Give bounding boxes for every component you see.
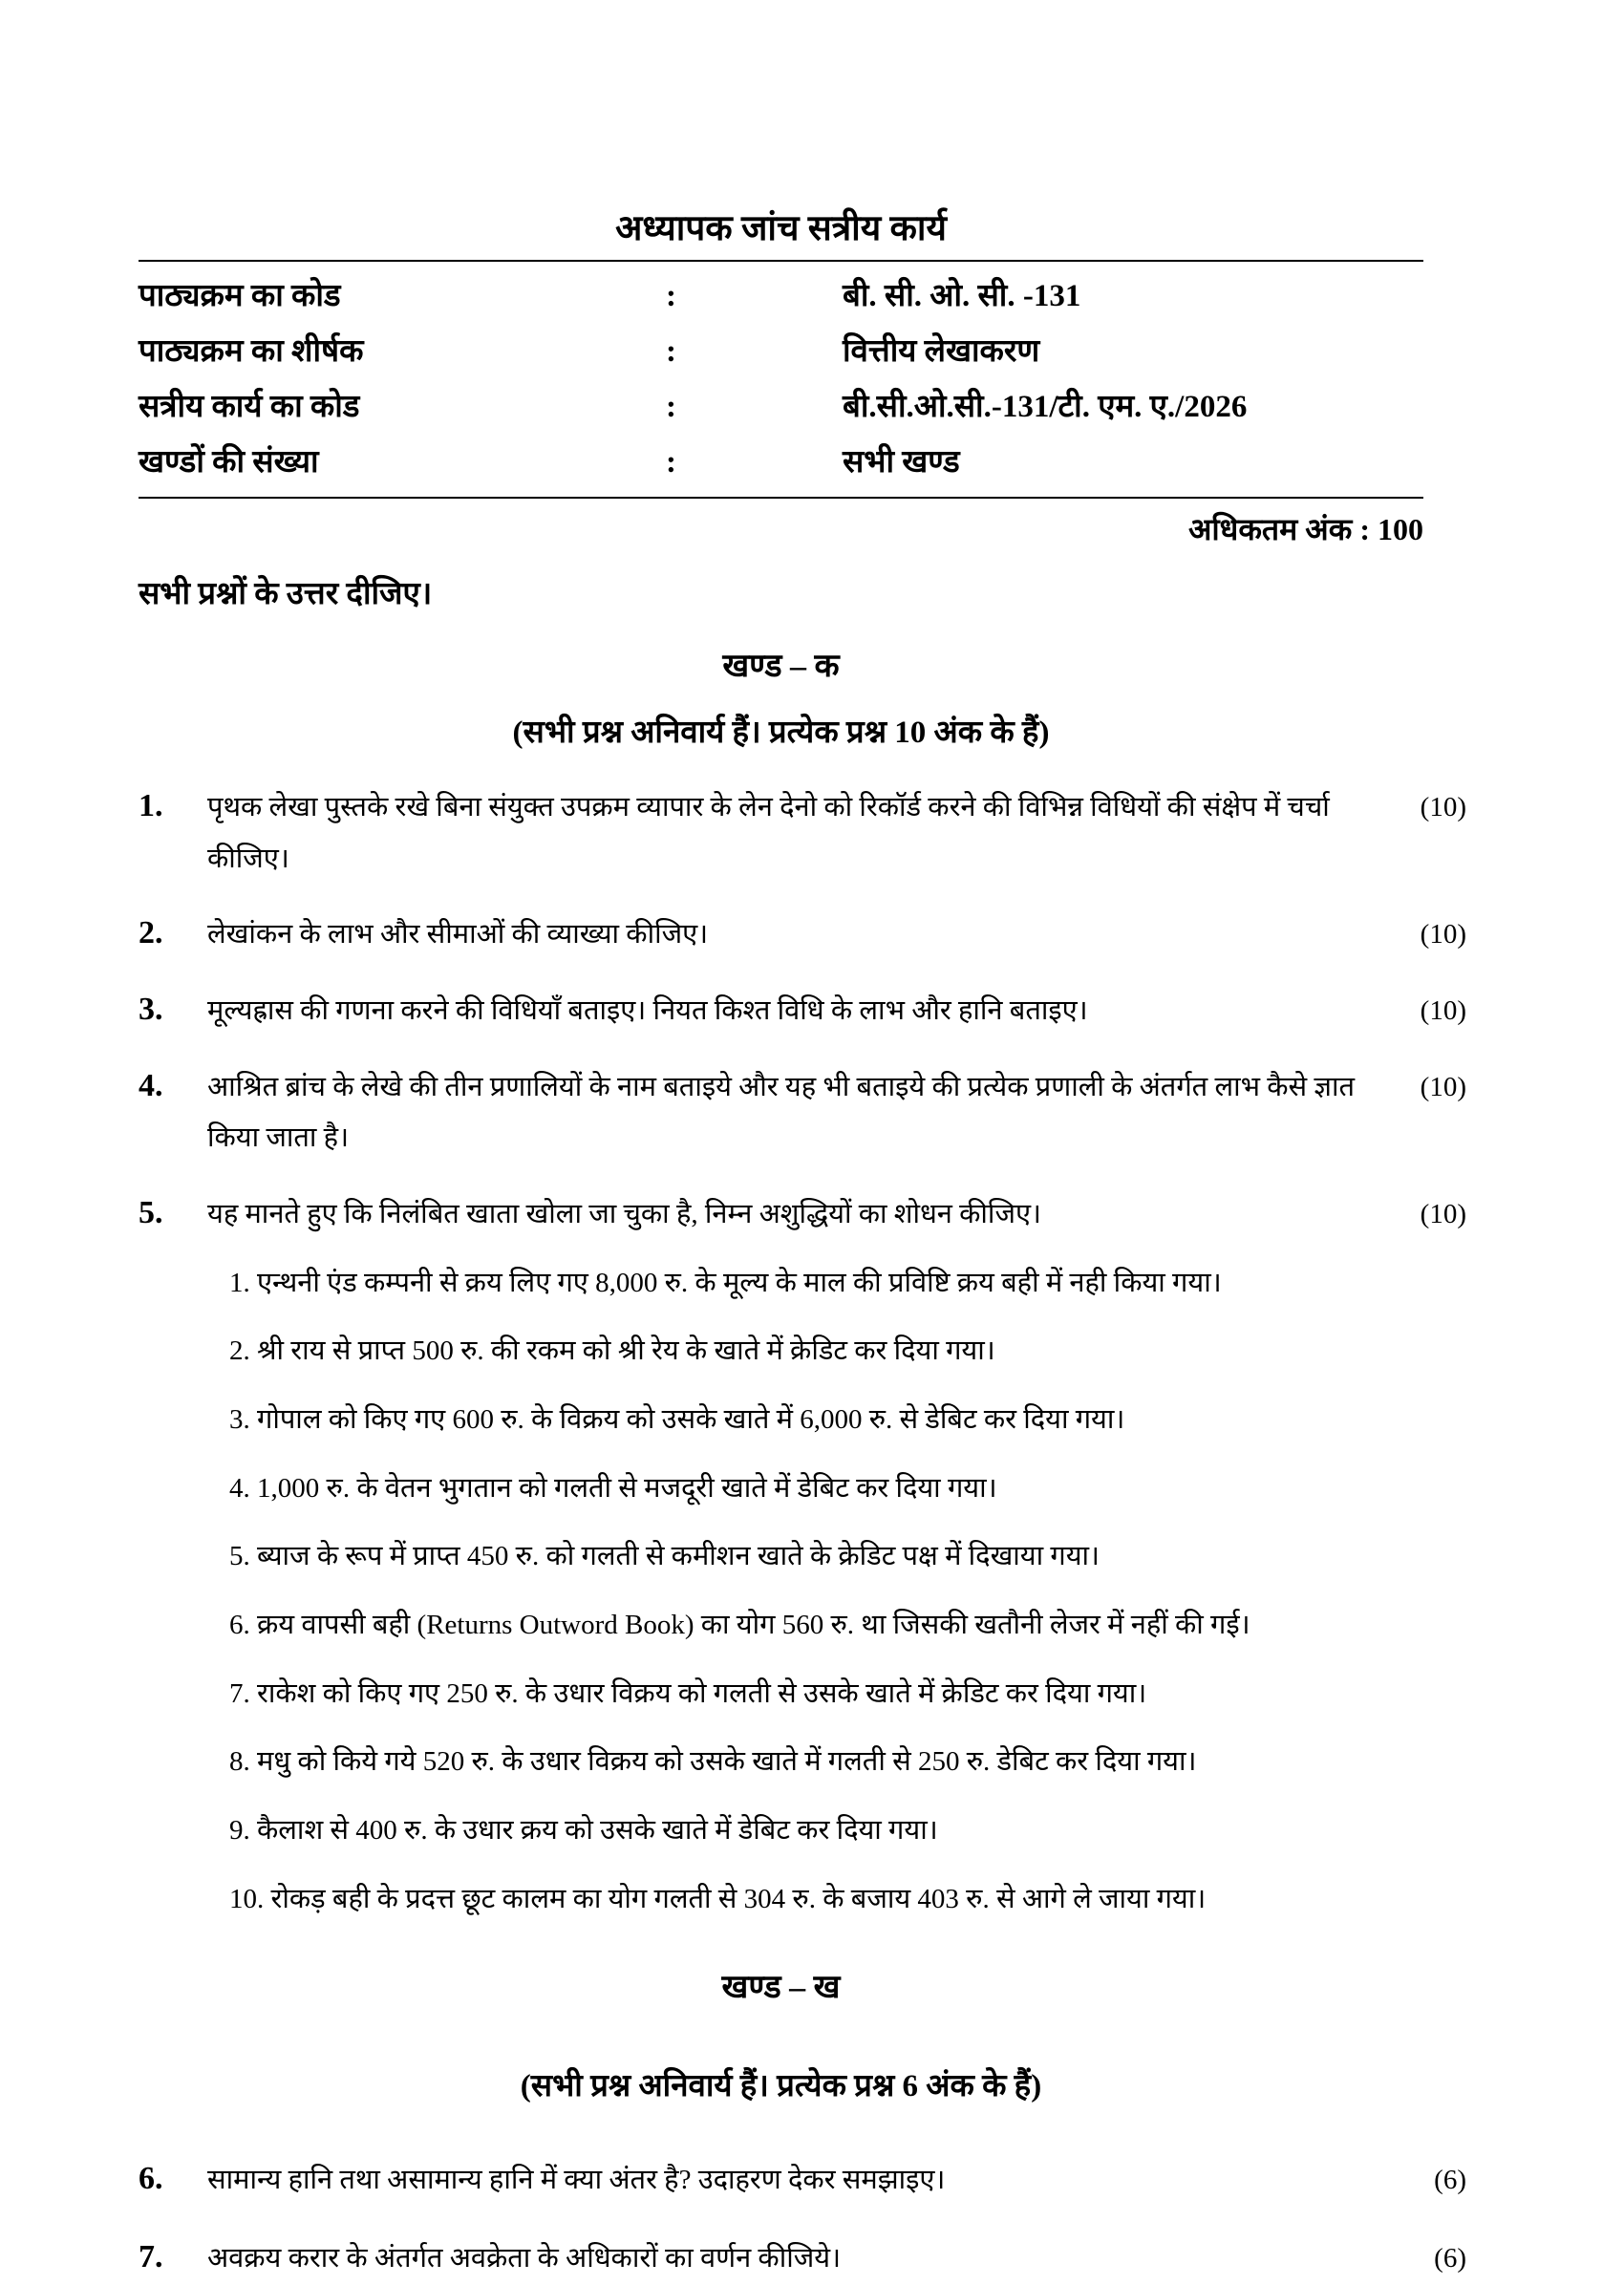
question-text: लेखांकन के लाभ और सीमाओं की व्याख्या कीजिए। <box>207 919 709 950</box>
subitem-5: 5. ब्याज के रूप में प्राप्त 450 रु. को गलती से कमीशन खाते के क्रेडिट पक्ष में दिखाया गया। <box>229 1541 1100 1572</box>
meta-bottom-divider <box>139 497 1423 499</box>
subitem-7: 7. राकेश को किए गए 250 रु. के उधार विक्रय को गलती से उसके खाते में क्रेडिट कर दिया गया। <box>229 1677 1147 1709</box>
question-number: 7. <box>139 2239 163 2275</box>
subitem-8: 8. मधु को किये गये 520 रु. के उधार विक्रय को उसके खाते में गलती से 250 रु. डेबिट कर दिया गया। <box>229 1746 1197 1778</box>
meta-label: पाठ्यक्रम का शीर्षक <box>139 334 364 370</box>
colon-separator: : <box>666 334 676 370</box>
question-marks: (6) <box>1434 2165 1466 2196</box>
question-text: आश्रित ब्रांच के लेखे की तीन प्रणालियों के नाम बताइये और यह भी बताइये की प्रत्येक प्रणाली के अंतर्गत लाभ कैसे ज्ञात किया जाता है। <box>207 1071 1356 1154</box>
question-text: यह मानते हुए कि निलंबित खाता खोला जा चुका है, निम्न अशुद्धियों का शोधन कीजिए। <box>207 1198 1041 1229</box>
subitem-2: 2. श्री राय से प्राप्त 500 रु. की रकम को श्री रेय के खाते में क्रेडिट कर दिया गया। <box>229 1335 995 1367</box>
section-b-heading: खण्ड – ख <box>721 1970 841 2006</box>
section-a-questions <box>139 782 1466 1917</box>
page-title: अध्यापक जांच सत्रीय कार्य <box>615 209 947 248</box>
meta-row-course-code <box>139 262 1466 317</box>
meta-row-assignment-code <box>139 373 1466 428</box>
question-marks: (10) <box>1420 792 1466 823</box>
answer-all-instruction: सभी प्रश्नों के उत्तर दीजिए। <box>139 577 433 612</box>
meta-label: पाठ्यक्रम का कोड <box>139 279 341 314</box>
question-text: अवक्रय करार के अंतर्गत अवक्रेता के अधिकारों का वर्णन कीजिये। <box>207 2243 842 2274</box>
section-b-instruction: (सभी प्रश्न अनिवार्य हैं। प्रत्येक प्रश्न 6 अंक के हैं) <box>520 2069 1042 2104</box>
question-row-6 <box>139 2155 1466 2207</box>
question-row-3 <box>139 986 1466 1037</box>
course-meta-table <box>139 262 1466 483</box>
subitem-4: 4. 1,000 रु. के वेतन भुगतान को गलती से मजदूरी खाते में डेबिट कर दिया गया। <box>229 1472 997 1504</box>
section-a-heading: खण्ड – क <box>722 649 840 685</box>
question-number: 3. <box>139 992 163 1028</box>
meta-value: बी. सी. ओ. सी. -131 <box>843 279 1081 314</box>
subitem-6: 6. क्रय वापसी बही (Returns Outword Book) का योग 560 रु. था जिसकी खतौनी लेजर में नहीं की गई। <box>229 1610 1250 1641</box>
meta-value: सभी खण्ड <box>843 445 960 480</box>
question-row-7 <box>139 2233 1466 2285</box>
question-text: मूल्यह्रास की गणना करने की विधियाँ बताइए। नियत किश्त विधि के लाभ और हानि बताइए। <box>207 995 1088 1027</box>
question-marks: (10) <box>1420 1071 1466 1102</box>
subitem-1: 1. एन्थनी एंड कम्पनी से क्रय लिए गए 8,000 रु. के मूल्य के माल की प्रविष्टि क्रय बही में नही किया गया। <box>229 1267 1222 1298</box>
colon-separator: : <box>666 445 676 480</box>
question-number: 4. <box>139 1067 163 1103</box>
subitem-3: 3. गोपाल को किए गए 600 रु. के विक्रय को उसके खाते में 6,000 रु. से डेबिट कर दिया गया। <box>229 1403 1125 1435</box>
question-5-subitems <box>139 1266 1466 1918</box>
colon-separator: : <box>666 390 676 425</box>
section-a-instruction: (सभी प्रश्न अनिवार्य हैं। प्रत्येक प्रश्न 10 अंक के हैं) <box>512 715 1050 751</box>
question-number: 1. <box>139 788 163 824</box>
subitem-10: 10. रोकड़ बही के प्रदत्त छूट कालम का योग गलती से 304 रु. के बजाय 403 रु. से आगे ले जाया गया। <box>229 1883 1207 1914</box>
meta-value: बी.सी.ओ.सी.-131/टी. एम. ए./2026 <box>843 390 1248 425</box>
colon-separator: : <box>666 279 676 314</box>
question-number: 2. <box>139 915 163 951</box>
question-row-4 <box>139 1062 1466 1164</box>
meta-value: वित्तीय लेखाकरण <box>843 334 1040 370</box>
section-b-questions <box>139 2155 1466 2284</box>
question-text: पृथक लेखा पुस्तके रखे बिना संयुक्त उपक्रम व्यापार के लेन देनो को रिकॉर्ड करने की विभिन्न विधियों की संक्षेप में चर्चा कीजिए। <box>207 792 1330 874</box>
question-row-1 <box>139 782 1466 885</box>
question-marks: (10) <box>1420 995 1466 1027</box>
question-marks: (10) <box>1420 1198 1466 1229</box>
meta-label: खण्डों की संख्या <box>139 445 319 480</box>
question-marks: (6) <box>1434 2243 1466 2274</box>
question-number: 6. <box>139 2161 163 2197</box>
max-marks-label: अधिकतम अंक : 100 <box>1187 512 1423 547</box>
question-number: 5. <box>139 1194 163 1230</box>
subitem-9: 9. कैलाश से 400 रु. के उधार क्रय को उसके खाते में डेबिट कर दिया गया। <box>229 1815 938 1847</box>
meta-row-course-title <box>139 317 1466 373</box>
meta-row-sections-count <box>139 428 1466 483</box>
question-marks: (10) <box>1420 919 1466 950</box>
question-row-5 <box>139 1189 1466 1241</box>
meta-label: सत्रीय कार्य का कोड <box>139 390 360 425</box>
question-text: सामान्य हानि तथा असामान्य हानि में क्या अंतर है? उदाहरण देकर समझाइए। <box>207 2165 946 2196</box>
question-row-2 <box>139 909 1466 961</box>
